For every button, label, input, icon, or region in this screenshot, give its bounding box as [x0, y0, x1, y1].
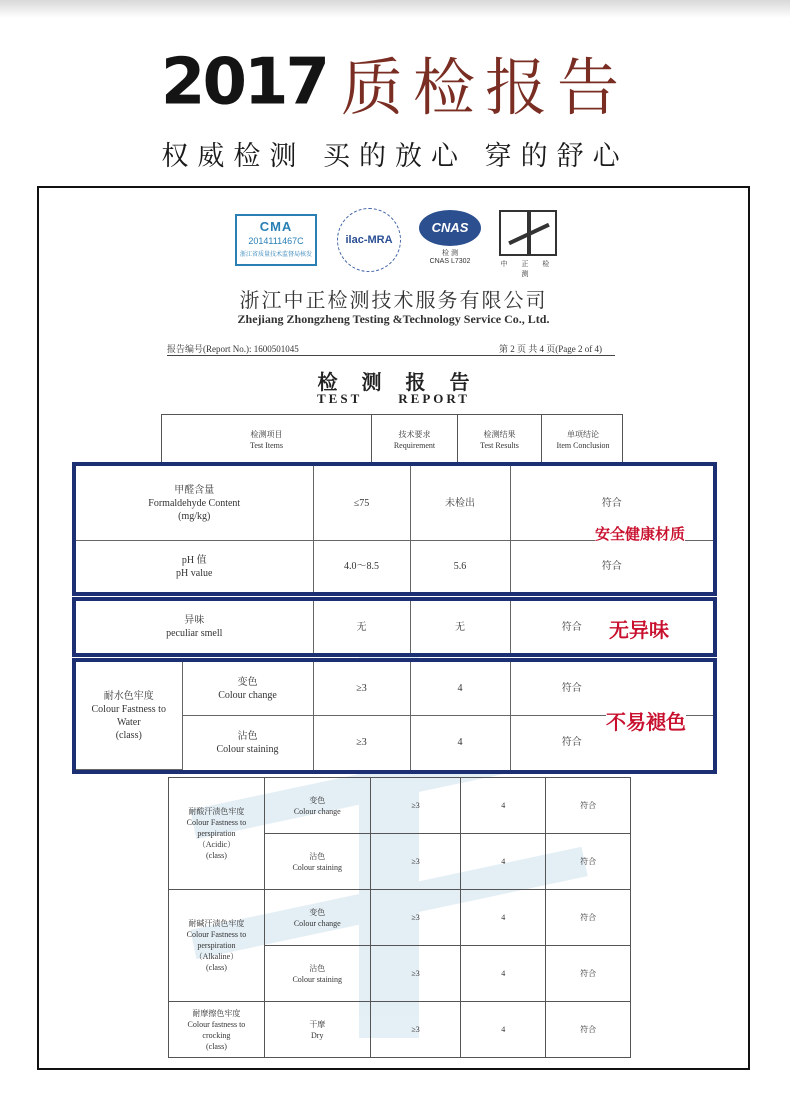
- ilac-mra-text: ilac-MRA: [345, 234, 393, 246]
- water-group-en1: Colour Fastness to: [91, 703, 166, 715]
- acid-change-req: ≥3: [370, 778, 461, 834]
- header-test-items-cn: 检测项目: [250, 430, 283, 439]
- ilac-mra-logo: [337, 208, 401, 272]
- hero-title: [0, 38, 790, 127]
- table-row: [169, 890, 631, 946]
- header-test-items-en: Test Items: [250, 441, 283, 450]
- callout-safe-material: 安全健康材质: [595, 525, 686, 543]
- crocking-conclusion: 符合: [546, 1002, 631, 1058]
- crocking-sub-dry: [264, 1002, 370, 1058]
- callout-no-odor: 无异味: [609, 614, 669, 643]
- odor-item-cn: 异味: [184, 615, 205, 626]
- acid-group-en3: （Acidic）: [197, 840, 236, 849]
- ph-result: 5.6: [410, 541, 510, 592]
- water-sub-staining-en: Colour staining: [216, 743, 279, 755]
- water-group-class: (class): [115, 729, 142, 741]
- water-sub-change-en: Colour change: [218, 689, 277, 701]
- odor-result: 无: [410, 601, 510, 653]
- ph-item-en: pH value: [176, 567, 213, 579]
- crocking-result: 4: [461, 1002, 546, 1058]
- acid-sub-staining-cn: 沾色: [309, 851, 326, 861]
- formaldehyde-conclusion: 符合: [510, 466, 713, 541]
- table-row: [169, 1002, 631, 1058]
- acid-group-class: (class): [205, 851, 227, 860]
- alkaline-staining-conclusion: 符合: [546, 946, 631, 1002]
- cnas-sub2: CNAS L7302: [429, 258, 471, 265]
- crocking-group-cell: [169, 1002, 265, 1058]
- cnas-logo: [415, 210, 485, 265]
- water-sub-staining: [182, 716, 313, 770]
- water-change-req: ≥3: [313, 662, 410, 716]
- crocking-sub-dry-en: Dry: [311, 1030, 324, 1040]
- odor-item: [76, 601, 313, 653]
- water-sub-change-cn: 变色: [237, 676, 258, 688]
- header-test-results-cn: 检测结果: [483, 430, 516, 439]
- zhongzheng-mark-icon: [499, 210, 557, 256]
- formaldehyde-item-en: Formaldehyde Content: [148, 497, 241, 509]
- water-group-en2: Water: [116, 716, 141, 728]
- alkaline-group-en1: Colour Fastness to: [186, 930, 247, 939]
- lower-results-table: [168, 777, 631, 1058]
- crocking-group-en2: crocking: [202, 1030, 231, 1040]
- acid-sub-change-cn: 变色: [309, 795, 326, 805]
- acid-sub-change: [264, 778, 370, 834]
- water-change-result: 4: [410, 662, 510, 716]
- acid-sub-staining-en: Colour staining: [292, 862, 343, 872]
- alkaline-sub-staining: [264, 946, 370, 1002]
- header-test-results-en: Test Results: [480, 441, 519, 450]
- alkaline-sub-staining-en: Colour staining: [292, 974, 343, 984]
- header-test-results: [458, 415, 542, 465]
- acid-group-en2: perspiration: [197, 829, 236, 838]
- hero-subtitle: 权威检测 买的放心 穿的舒心: [161, 141, 629, 172]
- report-number: 报告编号(Report No.): 1600501045: [167, 344, 299, 354]
- alkaline-staining-result: 4: [461, 946, 546, 1002]
- table-row: [169, 778, 631, 834]
- formaldehyde-item: [76, 466, 313, 541]
- water-staining-conclusion-text: 符合: [561, 737, 582, 749]
- acid-group-en1: Colour Fastness to: [186, 818, 247, 827]
- alkaline-group-cell: [169, 890, 265, 1002]
- acid-sub-staining: [264, 834, 370, 890]
- acid-sub-change-en: Colour change: [293, 806, 341, 816]
- water-staining-result: 4: [410, 716, 510, 770]
- acid-staining-req: ≥3: [370, 834, 461, 890]
- odor-req: 无: [313, 601, 410, 653]
- crocking-sub-dry-cn: 干摩: [309, 1019, 326, 1029]
- cma-note: 浙江省质量技术监督局核发: [239, 252, 312, 258]
- ph-item: [76, 541, 313, 592]
- cnas-mark: CNAS: [419, 210, 481, 246]
- alkaline-sub-staining-cn: 沾色: [309, 963, 326, 973]
- formaldehyde-item-unit: (mg/kg): [178, 510, 211, 522]
- acid-change-conclusion: 符合: [546, 778, 631, 834]
- zhongzheng-logo: [497, 210, 559, 278]
- alkaline-group-en2: perspiration: [197, 941, 236, 950]
- alkaline-sub-change-en: Colour change: [293, 918, 341, 928]
- zhongzheng-caption: 中 正 检 测: [500, 261, 556, 278]
- cma-code: 2014111467C: [248, 236, 304, 246]
- cma-logo: [235, 214, 317, 266]
- cnas-sub1: 检 测: [442, 250, 458, 257]
- acid-group-cn: 耐酸汗渍色牢度: [188, 807, 245, 816]
- callout-colorfast: 不易褪色: [606, 706, 686, 735]
- alkaline-group-en3: （Alkaline）: [194, 952, 239, 961]
- crocking-req: ≥3: [370, 1002, 461, 1058]
- header-requirement: [372, 415, 458, 465]
- water-staining-req: ≥3: [313, 716, 410, 770]
- header-rule: [167, 355, 615, 356]
- water-change-conclusion-text: 符合: [561, 683, 582, 695]
- company-name-en: Zhejiang Zhongzheng Testing &Technology Service Co., Ltd.: [237, 312, 550, 326]
- hero-year: 2017: [160, 45, 328, 120]
- formaldehyde-req: ≤75: [313, 466, 410, 541]
- header-requirement-en: Requirement: [393, 441, 436, 450]
- alkaline-sub-change: [264, 890, 370, 946]
- header-conclusion: [542, 415, 624, 465]
- report-title-en: TEST REPORT: [317, 391, 470, 406]
- page-number: 第 2 页 共 4 页(Page 2 of 4): [499, 344, 602, 354]
- alkaline-change-result: 4: [461, 890, 546, 946]
- alkaline-group-cn: 耐碱汗渍色牢度: [188, 919, 245, 928]
- alkaline-staining-req: ≥3: [370, 946, 461, 1002]
- table-header: [161, 414, 623, 464]
- report-title-cn: 检测报告: [317, 370, 494, 394]
- certification-logos: [235, 208, 565, 278]
- alkaline-change-conclusion: 符合: [546, 890, 631, 946]
- company-name-cn: 浙江中正检测技术服务有限公司: [239, 288, 548, 312]
- acid-staining-result: 4: [461, 834, 546, 890]
- crocking-group-class: (class): [205, 1041, 227, 1051]
- water-sub-staining-cn: 沾色: [237, 730, 258, 742]
- alkaline-change-req: ≥3: [370, 890, 461, 946]
- acid-change-result: 4: [461, 778, 546, 834]
- hero-heading: 质检报告: [341, 51, 630, 124]
- odor-conclusion-text: 符合: [561, 621, 582, 633]
- formaldehyde-item-cn: 甲醛含量: [174, 484, 215, 496]
- top-shade: [0, 0, 790, 18]
- water-group-cn: 耐水色牢度: [103, 690, 154, 702]
- acid-group-cell: [169, 778, 265, 890]
- header-test-items: [162, 415, 372, 465]
- acid-staining-conclusion: 符合: [546, 834, 631, 890]
- water-fastness-group: [76, 662, 182, 770]
- crocking-group-en1: Colour fastness to: [187, 1019, 246, 1029]
- header-requirement-cn: 技术要求: [398, 430, 431, 439]
- odor-item-en: peculiar smell: [166, 628, 223, 639]
- alkaline-group-class: (class): [205, 963, 227, 972]
- table-row: [76, 541, 713, 592]
- ph-item-cn: pH 值: [181, 554, 207, 566]
- formaldehyde-result: 未检出: [410, 466, 510, 541]
- ph-req: 4.0～8.5: [313, 541, 410, 592]
- cma-mark: CMA: [259, 219, 293, 234]
- water-sub-change: [182, 662, 313, 716]
- ph-conclusion: 符合: [510, 541, 713, 592]
- crocking-group-cn: 耐摩擦色牢度: [192, 1008, 241, 1018]
- header-conclusion-cn: 单项结论: [567, 430, 599, 439]
- alkaline-sub-change-cn: 变色: [309, 907, 326, 917]
- header-conclusion-en: Item Conclusion: [556, 441, 610, 450]
